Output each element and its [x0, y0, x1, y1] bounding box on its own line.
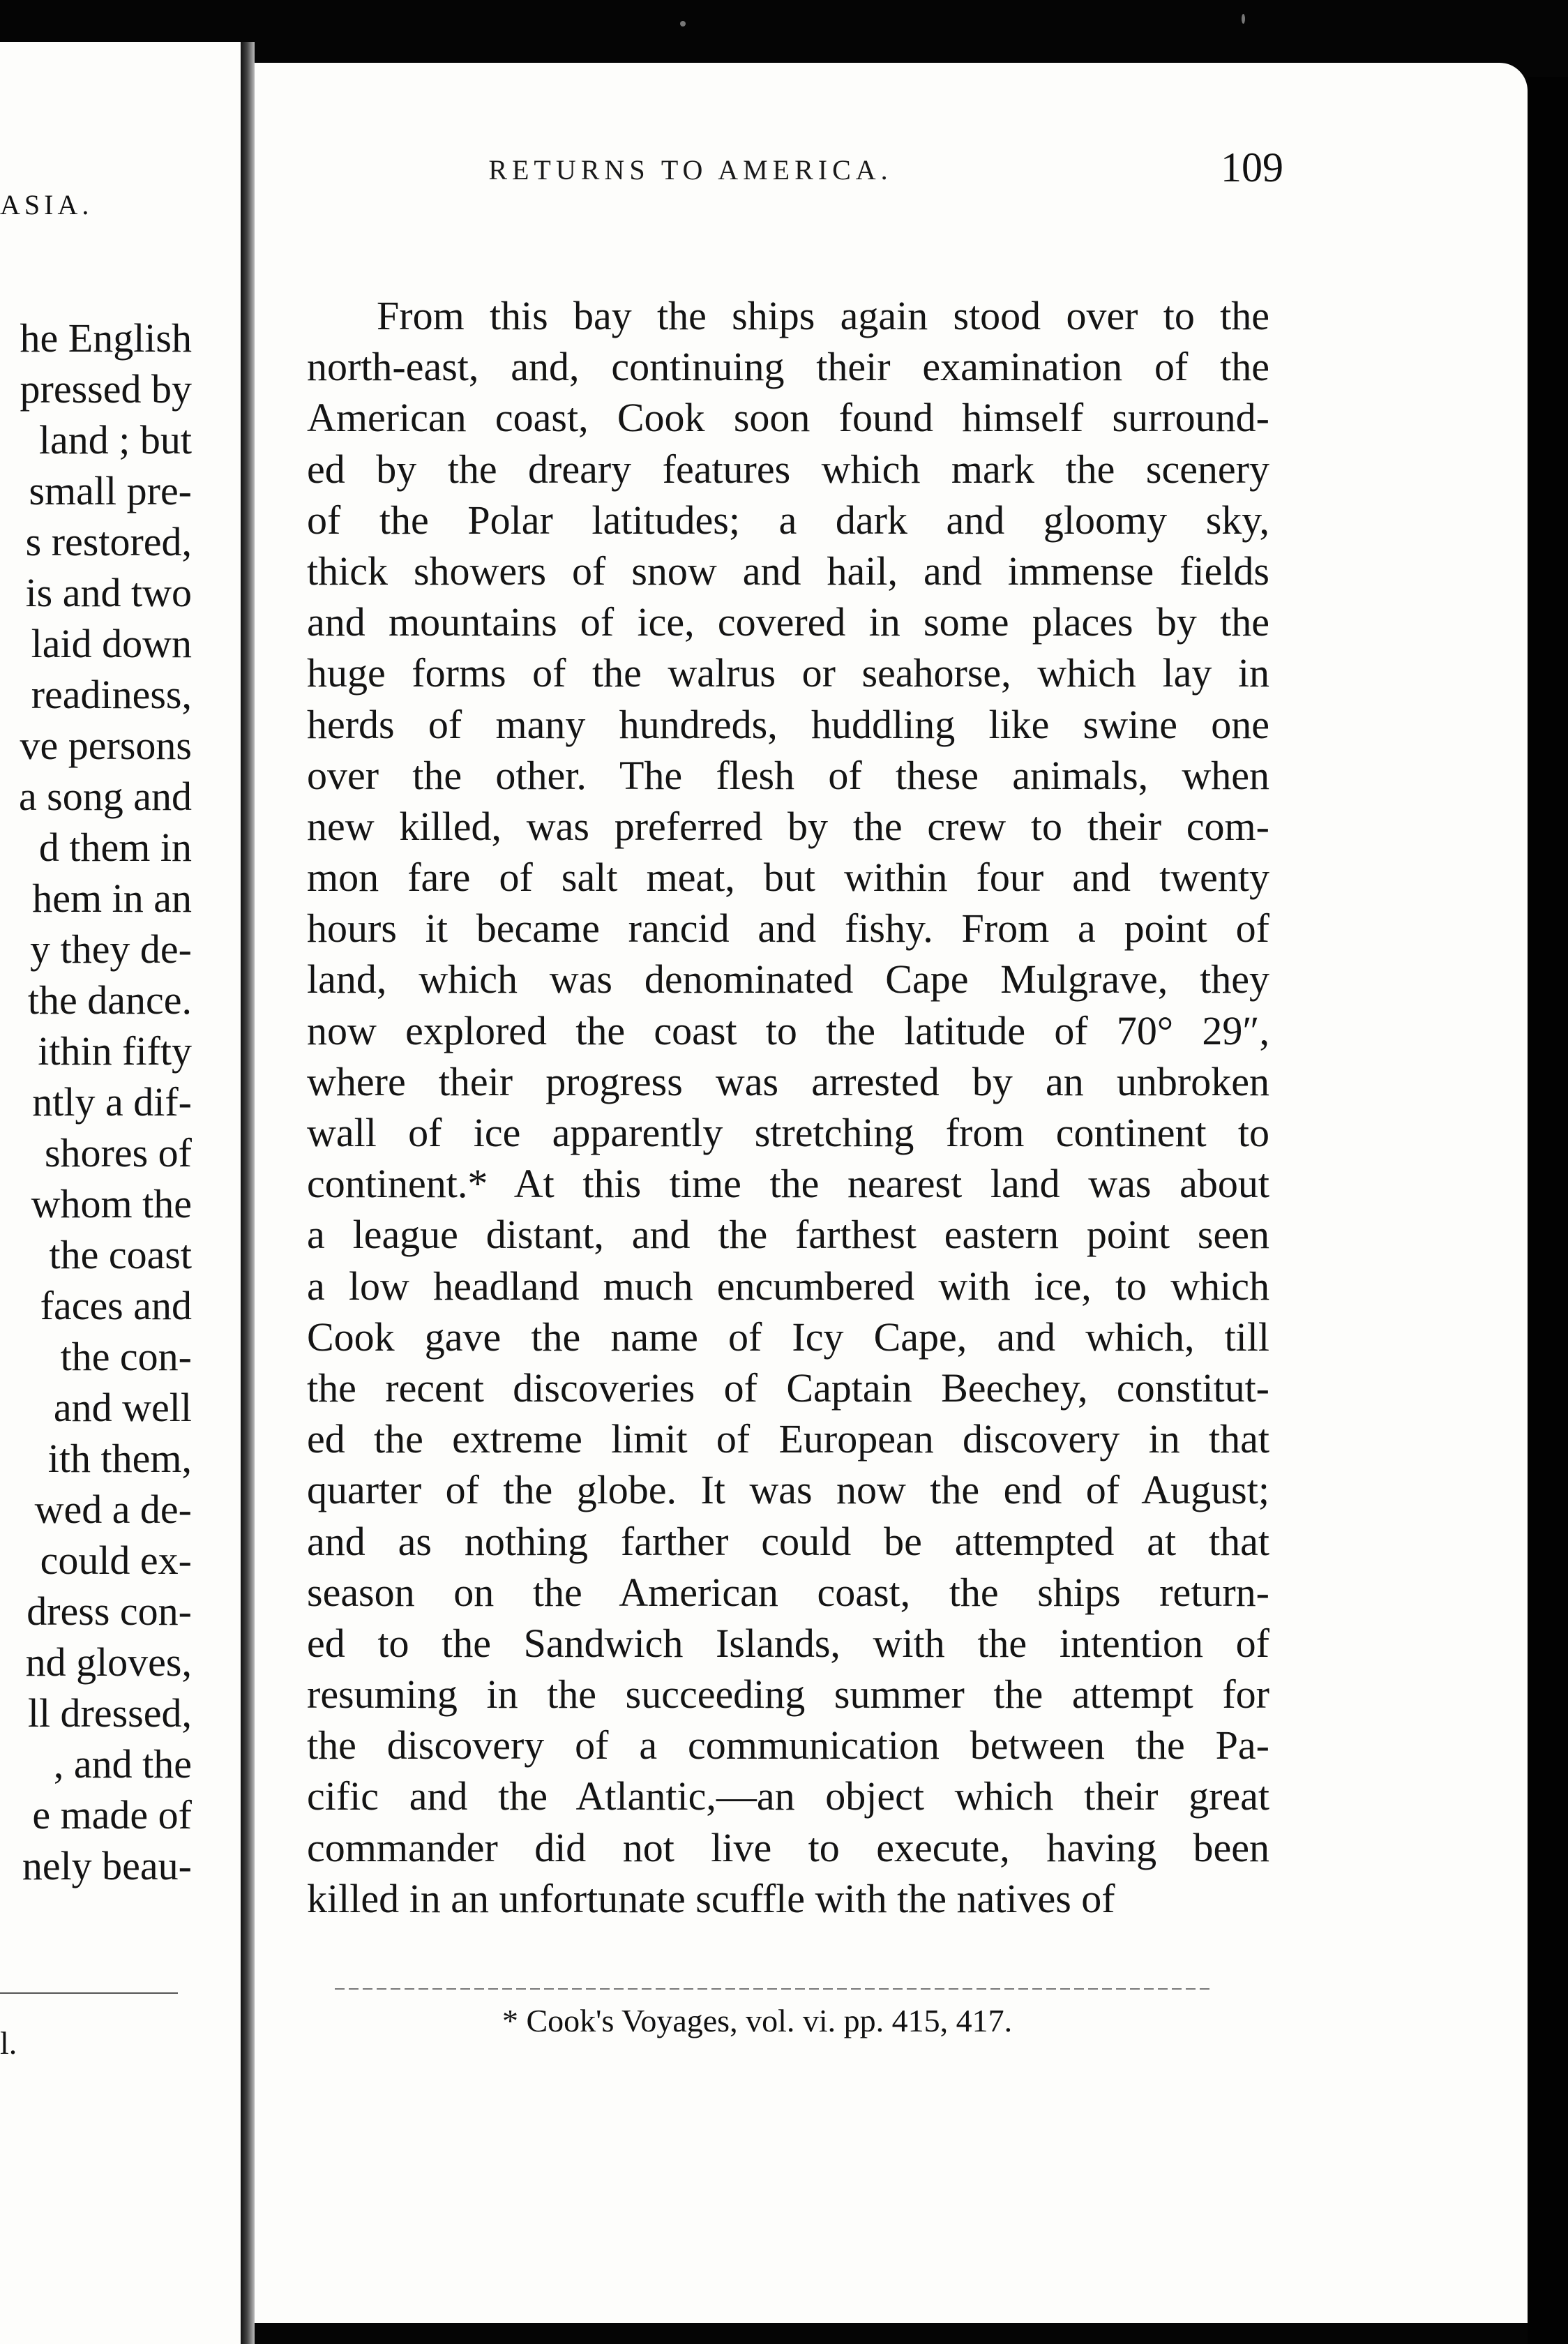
text-line: the dance. — [27, 977, 192, 1023]
text-line: north-east, and, continuing their examination of the — [307, 344, 1269, 390]
text-line: huge forms of the walrus or seahorse, which lay in — [307, 650, 1269, 696]
body-text — [307, 290, 1269, 1924]
text-line: wed a de- — [34, 1487, 192, 1532]
text-line: mon fare of salt meat, but within four and twenty — [307, 855, 1269, 901]
left-running-header: ASIA. — [0, 189, 93, 220]
dust-speck — [1242, 14, 1245, 24]
text-line: land, which was denominated Cape Mulgrave, they — [307, 956, 1269, 1002]
text-line: wall of ice apparently stretching from continent to — [307, 1110, 1269, 1155]
text-line: readiness, — [31, 672, 192, 717]
text-line: From this bay the ships again stood over to the — [377, 293, 1269, 338]
text-line: over the other. The flesh of these animals, when — [307, 752, 1269, 798]
text-line: the coast — [49, 1232, 192, 1277]
text-line: nd gloves, — [25, 1639, 192, 1685]
text-line: could ex- — [40, 1538, 192, 1583]
text-line: shores of — [44, 1130, 192, 1175]
text-line: thick showers of snow and hail, and immense fields — [307, 548, 1269, 594]
left-footnote: l. — [0, 2025, 17, 2061]
footnote-divider — [0, 1992, 178, 1994]
text-line: a league distant, and the farthest eastern point seen — [307, 1212, 1269, 1258]
text-line: is and two — [25, 570, 192, 615]
text-line: new killed, was preferred by the crew to their com- — [307, 803, 1269, 849]
text-line: hours it became rancid and fishy. From a point of — [307, 906, 1269, 952]
text-line: continent.* At this time the nearest land was about — [307, 1161, 1269, 1207]
text-line: ed the extreme limit of European discovery in that — [307, 1416, 1269, 1462]
left-page-text — [0, 313, 192, 1891]
text-line: ll dressed, — [27, 1690, 192, 1736]
text-line: commander did not live to execute, having been — [307, 1824, 1269, 1870]
text-line: and as nothing farther could be attempted at that — [307, 1518, 1269, 1564]
text-line: ve persons — [20, 723, 192, 768]
text-line: a song and — [18, 774, 192, 819]
text-line: of the Polar latitudes; a dark and gloomy sky, — [307, 497, 1269, 543]
text-line: herds of many hundreds, huddling like swine one — [307, 701, 1269, 747]
scan-border — [1528, 77, 1568, 2344]
text-line: season on the American coast, the ships return- — [307, 1569, 1269, 1615]
text-line: land ; but — [38, 417, 192, 463]
running-header: RETURNS TO AMERICA. — [488, 154, 893, 186]
text-line: ed by the dreary features which mark the scenery — [307, 446, 1269, 492]
left-page — [0, 42, 243, 2344]
text-line: s restored, — [25, 519, 192, 564]
text-line: ith them, — [47, 1436, 192, 1481]
dust-speck — [680, 21, 686, 27]
text-line: and mountains of ice, covered in some places by the — [307, 599, 1269, 645]
text-line: , and the — [53, 1741, 192, 1787]
footnote-divider — [335, 1988, 1214, 1990]
text-line: laid down — [31, 621, 192, 666]
text-line: y they de- — [30, 926, 192, 972]
text-line: cific and the Atlantic,—an object which their great — [307, 1773, 1269, 1819]
text-line: ed to the Sandwich Islands, with the intention of — [307, 1620, 1269, 1666]
text-line: ithin fifty — [38, 1028, 192, 1074]
text-line: where their progress was arrested by an unbroken — [307, 1058, 1269, 1104]
text-line: a low headland much encumbered with ice, to which — [307, 1263, 1269, 1309]
text-line: the discovery of a communication between the Pa- — [307, 1722, 1269, 1768]
text-line: now explored the coast to the latitude of 70° 29″, — [307, 1007, 1269, 1053]
text-line: d them in — [38, 825, 192, 870]
text-line: quarter of the globe. It was now the end of August; — [307, 1467, 1269, 1513]
text-line: dress con- — [27, 1588, 192, 1634]
footnote: * Cook's Voyages, vol. vi. pp. 415, 417. — [502, 2003, 1013, 2038]
text-line: hem in an — [32, 876, 192, 921]
text-line: killed in an unfortunate scuffle with the natives of — [307, 1875, 1115, 1921]
text-line: the con- — [60, 1334, 192, 1379]
text-line: he English — [20, 315, 192, 361]
text-line: Cook gave the name of Icy Cape, and which, till — [307, 1314, 1269, 1360]
text-line: and well — [53, 1385, 192, 1430]
text-line: nely beau- — [22, 1843, 192, 1888]
text-line: faces and — [40, 1283, 192, 1328]
text-line: whom the — [31, 1181, 192, 1226]
text-line: American coast, Cook soon found himself surround- — [307, 395, 1269, 441]
page-number: 109 — [1221, 144, 1283, 190]
book-gutter — [241, 42, 255, 2344]
text-line: the recent discoveries of Captain Beechey, constitut- — [307, 1365, 1269, 1411]
text-line: resuming in the succeeding summer the attempt for — [307, 1671, 1269, 1718]
text-line: pressed by — [20, 366, 192, 412]
text-line: small pre- — [29, 468, 192, 513]
text-line: ntly a dif- — [32, 1079, 192, 1125]
text-line: e made of — [32, 1792, 192, 1838]
